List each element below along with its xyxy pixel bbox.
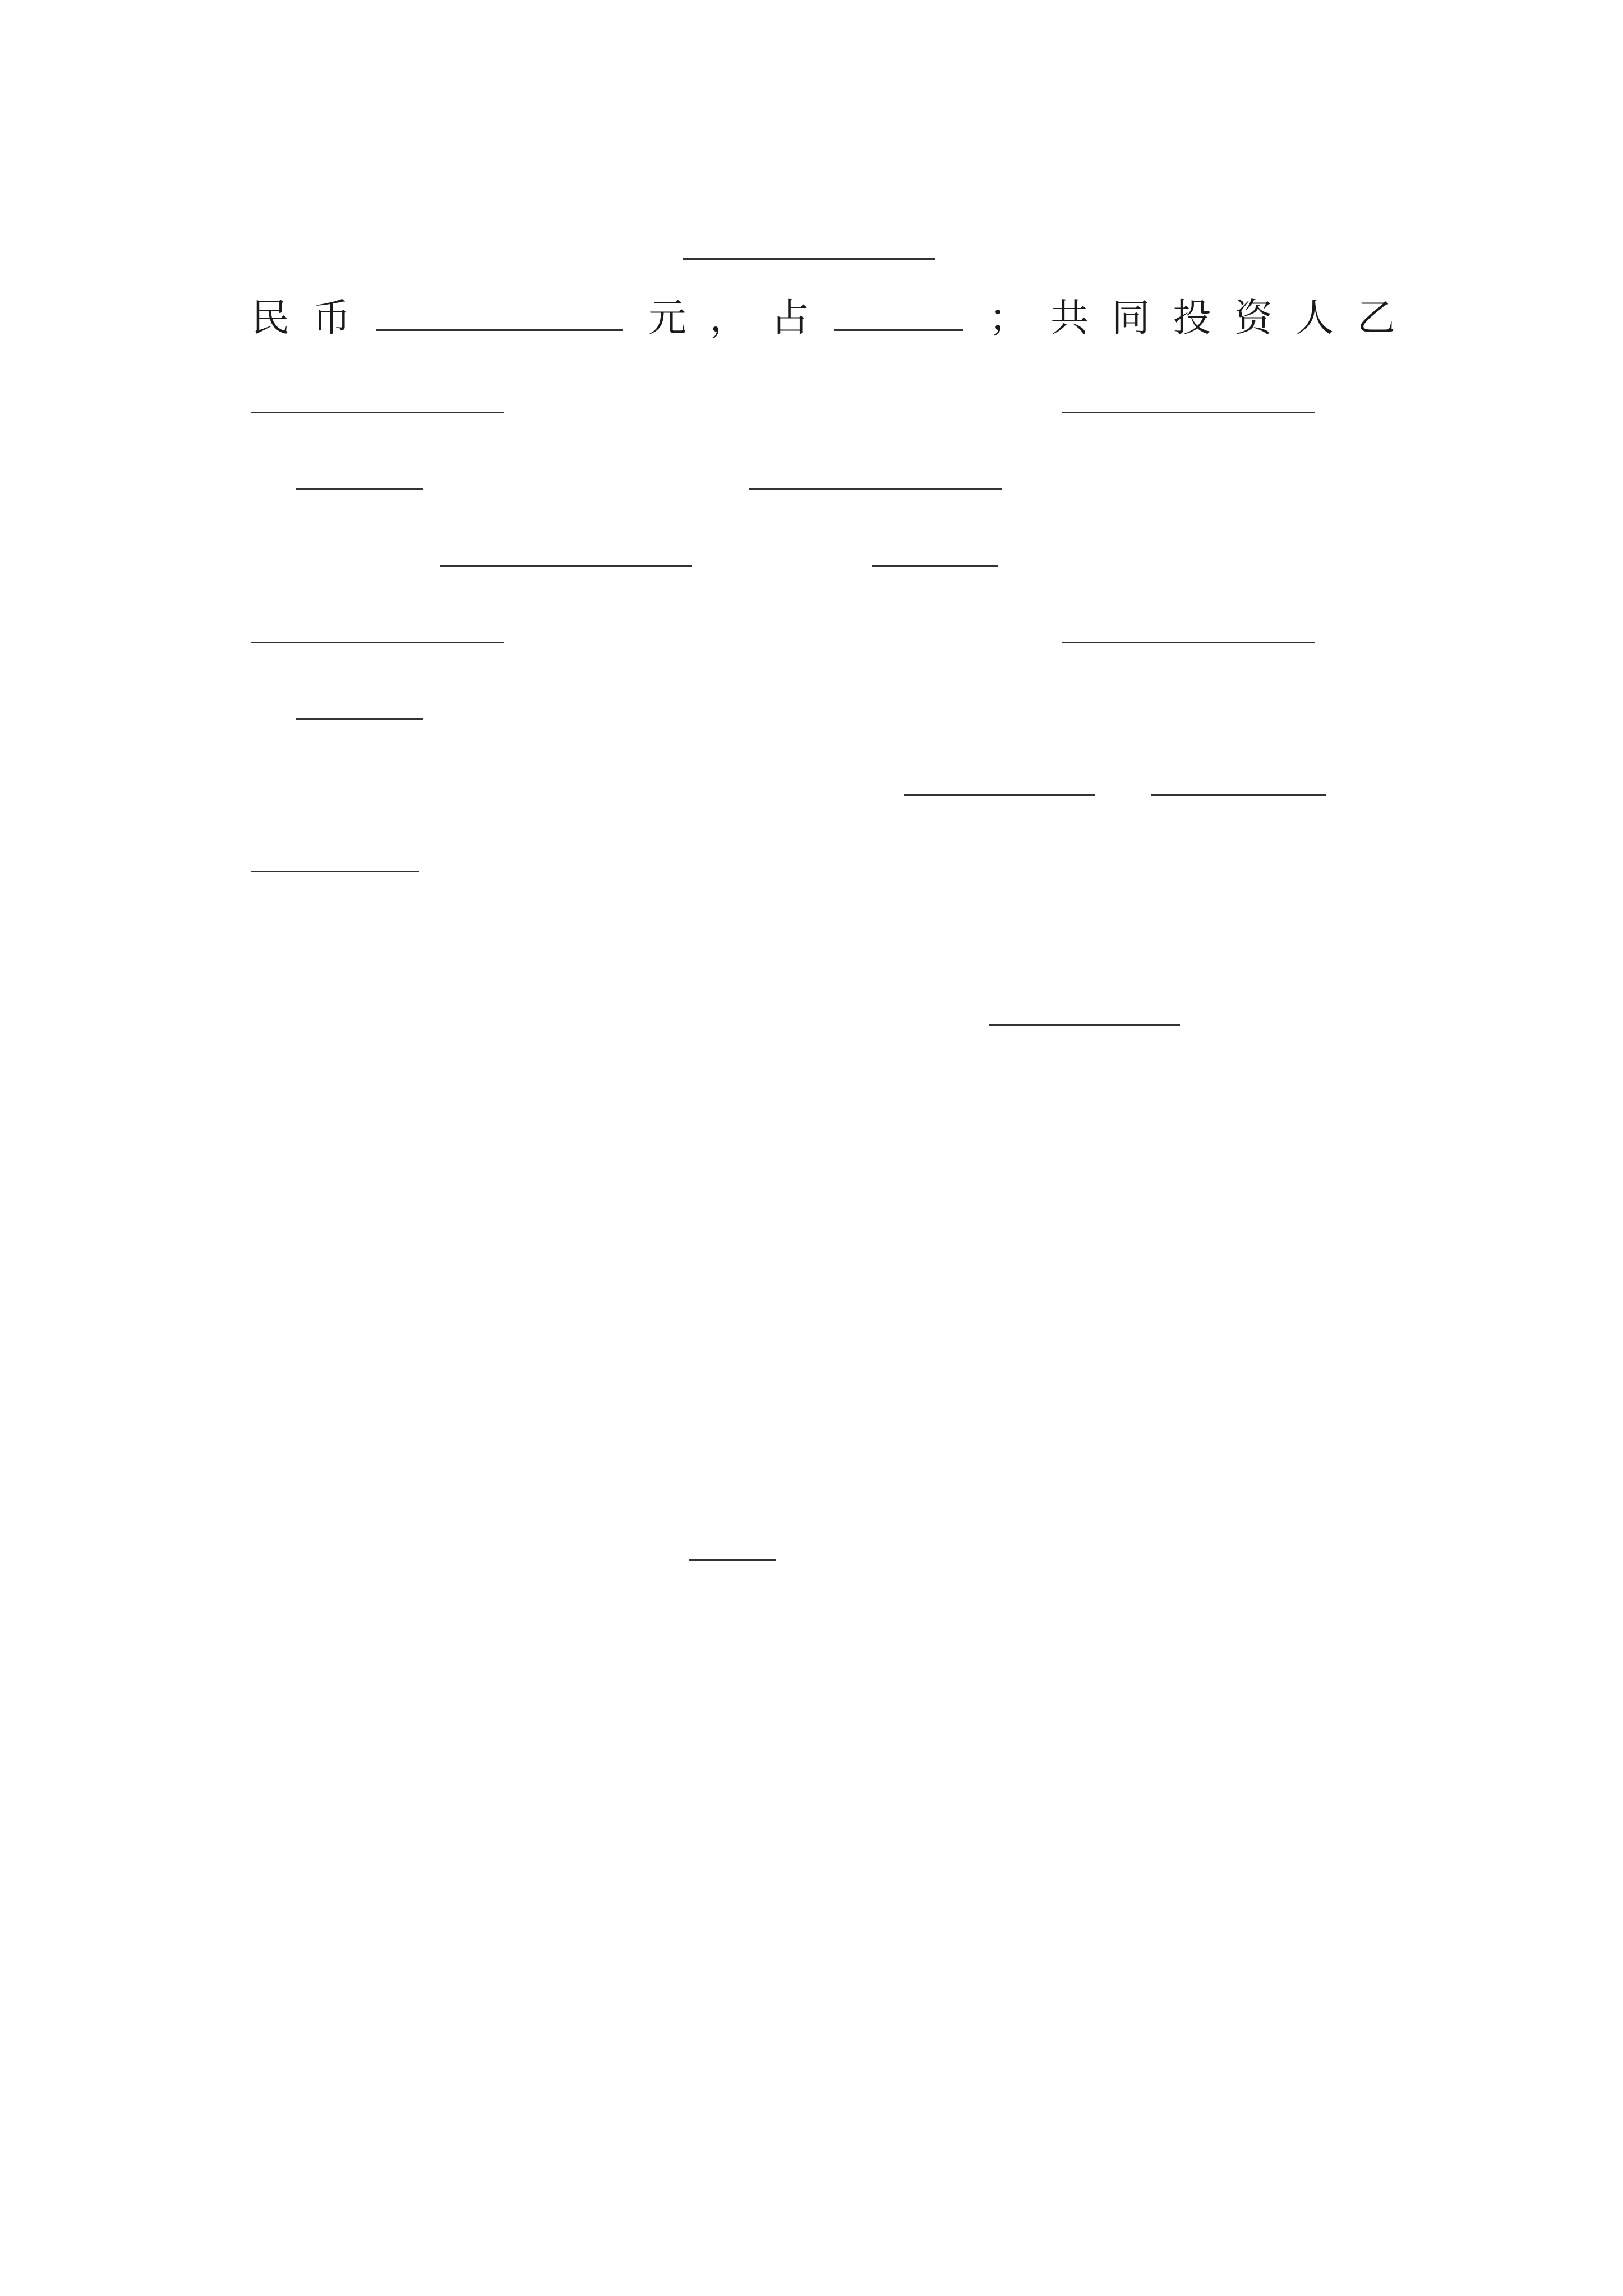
fill-blank[interactable] — [683, 209, 935, 260]
text-span: 人 — [1295, 296, 1334, 341]
text-line — [251, 1204, 1395, 1271]
section-heading — [251, 1434, 1395, 1501]
text-line — [251, 1280, 1395, 1347]
text-line — [251, 821, 1395, 889]
fill-blank[interactable] — [749, 439, 1002, 490]
text-line — [251, 1356, 1395, 1424]
text-line — [251, 669, 1395, 736]
fill-blank[interactable] — [296, 439, 423, 490]
text-line — [251, 898, 1395, 965]
text-line — [251, 362, 1395, 430]
fill-blank[interactable] — [376, 296, 623, 331]
fill-blank[interactable] — [296, 669, 423, 720]
fill-blank[interactable] — [1062, 592, 1315, 643]
text-line — [251, 285, 1395, 352]
fill-blank[interactable] — [251, 362, 504, 413]
fill-blank[interactable] — [251, 592, 504, 643]
text-span: 资 — [1234, 296, 1273, 341]
text-line — [251, 1739, 1395, 1806]
fill-blank[interactable] — [989, 975, 1180, 1026]
text-line — [251, 439, 1395, 506]
fill-blank[interactable] — [872, 516, 998, 567]
fill-blank[interactable] — [1151, 745, 1326, 796]
text-line — [251, 516, 1395, 583]
text-line — [251, 975, 1395, 1042]
text-span: ， — [709, 296, 748, 341]
text-span: ； — [989, 296, 1027, 341]
text-line — [251, 592, 1395, 660]
text-line — [251, 209, 1395, 276]
text-span: 民 — [251, 296, 290, 341]
text-line — [251, 1051, 1395, 1119]
list-item — [251, 1969, 1395, 2036]
list-item — [251, 1816, 1395, 1884]
fill-blank[interactable] — [834, 296, 963, 331]
fill-blank[interactable] — [440, 516, 692, 567]
fill-blank[interactable] — [1062, 362, 1315, 413]
text-line — [251, 1510, 1395, 1577]
text-line — [251, 1128, 1395, 1195]
text-span: 投 — [1173, 296, 1211, 341]
text-span: 占 — [771, 296, 809, 341]
text-span: 币 — [312, 296, 351, 341]
fill-blank[interactable] — [251, 821, 419, 872]
text-line — [251, 745, 1395, 812]
text-line — [251, 1893, 1395, 1960]
text-span: 乙 — [1357, 296, 1395, 341]
text-span: 元 — [648, 296, 687, 341]
text-span: 共 — [1050, 296, 1089, 341]
fill-blank[interactable] — [689, 1510, 776, 1561]
text-line — [251, 1586, 1395, 1654]
text-span: 同 — [1112, 296, 1150, 341]
list-item — [251, 1663, 1395, 1730]
fill-blank[interactable] — [904, 745, 1095, 796]
